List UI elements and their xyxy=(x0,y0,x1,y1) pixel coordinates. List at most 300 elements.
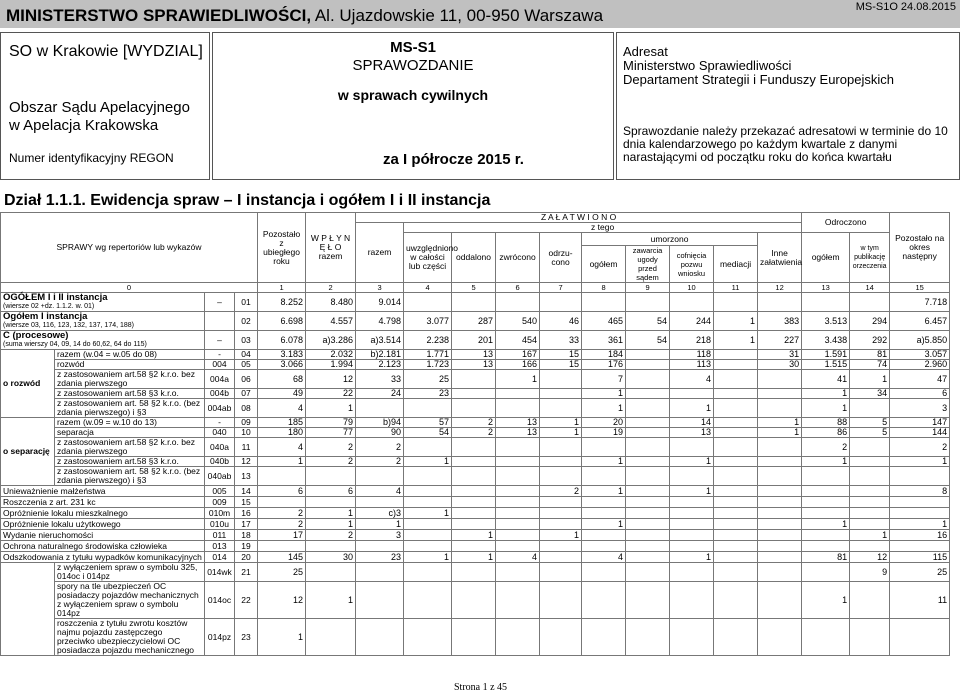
group-separacje: o separację xyxy=(1,418,55,486)
cell: 1 xyxy=(540,418,582,428)
cell xyxy=(850,619,890,656)
cell: 1 xyxy=(802,582,850,619)
cell xyxy=(850,497,890,508)
table-row xyxy=(1,457,950,467)
cell xyxy=(850,541,890,552)
row-label: Opróżnienie lokalu użytkowego xyxy=(1,519,205,530)
cell: 31 xyxy=(758,350,802,360)
row-label: z wyłączeniem spraw o symbolu 325, 014oc i 014pz xyxy=(55,563,205,582)
cell xyxy=(802,508,850,519)
row-label: razem (w.04 = w.05 do 08) xyxy=(55,350,205,360)
cell: 57 xyxy=(404,418,452,428)
row-label: z zastosowaniem art.58 §2 k.r.o. bez zdania pierwszego xyxy=(55,370,205,389)
cell xyxy=(850,519,890,530)
cell xyxy=(714,530,758,541)
cell xyxy=(582,619,626,656)
cell: 30 xyxy=(758,360,802,370)
cell: 79 xyxy=(306,418,356,428)
cell xyxy=(758,508,802,519)
cell xyxy=(258,541,306,552)
cell: 2 xyxy=(306,457,356,467)
cell xyxy=(540,619,582,656)
cell: 1 xyxy=(306,519,356,530)
cell xyxy=(670,619,714,656)
cell: 540 xyxy=(496,312,540,331)
cell: 1 xyxy=(758,418,802,428)
table-row xyxy=(1,541,950,552)
row-label: z zastosowaniem art. 58 §2 k.r.o. (bez zdania pierwszego) i §3 xyxy=(55,399,205,418)
col-zalatwiono: Z A Ł A T W I O N O xyxy=(356,213,802,223)
table-row xyxy=(1,582,950,619)
table-row xyxy=(1,497,950,508)
cell xyxy=(540,389,582,399)
cell xyxy=(582,582,626,619)
cell xyxy=(670,563,714,582)
cell: 2 xyxy=(258,519,306,530)
cell: 25 xyxy=(258,563,306,582)
cell xyxy=(714,418,758,428)
cell xyxy=(452,541,496,552)
cell: 292 xyxy=(850,331,890,350)
cell xyxy=(670,438,714,457)
col-index-11: 11 xyxy=(714,283,758,293)
cell: 201 xyxy=(452,331,496,350)
cell xyxy=(404,438,452,457)
table-row xyxy=(1,331,950,350)
cell: 7 xyxy=(582,370,626,389)
col-index-7: 7 xyxy=(540,283,582,293)
cell xyxy=(582,438,626,457)
cell: 2.960 xyxy=(890,360,950,370)
cell: 4 xyxy=(258,399,306,418)
col-pozostalo-next: Pozostało na okres następny xyxy=(890,213,950,283)
cell: 25 xyxy=(404,370,452,389)
cell xyxy=(306,497,356,508)
cell xyxy=(626,399,670,418)
cell: 1 xyxy=(258,457,306,467)
row-number: 04 xyxy=(235,350,258,360)
cell xyxy=(758,370,802,389)
cell: 12 xyxy=(306,370,356,389)
cell: 49 xyxy=(258,389,306,399)
cell xyxy=(890,619,950,656)
col-odr-ogolem: ogółem xyxy=(802,233,850,283)
col-umorzono-ogolem: ogółem xyxy=(582,246,626,283)
cell: 1.994 xyxy=(306,360,356,370)
cell: 8.252 xyxy=(258,293,306,312)
cell: 145 xyxy=(258,552,306,563)
row-code: 014pz xyxy=(205,619,235,656)
cell xyxy=(626,467,670,486)
row-label: OGÓŁEM I i II instancja (wiersze 02 +dz. 1.1.2. w. 01) xyxy=(1,293,205,312)
cell xyxy=(714,467,758,486)
row-code: 013 xyxy=(205,541,235,552)
report-subject: w sprawach cywilnych xyxy=(337,87,489,103)
report-period: za I półrocze 2015 r. xyxy=(383,151,524,168)
row-number: 01 xyxy=(235,293,258,312)
table-row xyxy=(1,428,950,438)
regon-label: Numer identyfikacyjny REGON xyxy=(9,151,174,165)
col-index-13: 13 xyxy=(802,283,850,293)
cell: 1 xyxy=(802,519,850,530)
row-number: 02 xyxy=(235,312,258,331)
cell xyxy=(714,486,758,497)
row-label: z zastosowaniem art. 58 §2 k.r.o. (bez zdania pierwszego) i §3 xyxy=(55,467,205,486)
cell: 167 xyxy=(496,350,540,360)
row-code: 040 xyxy=(205,428,235,438)
cell: 1 xyxy=(850,530,890,541)
cell: 8.480 xyxy=(306,293,356,312)
cell: 2 xyxy=(890,438,950,457)
row-label: roszczenia z tytułu zwrotu kosztów najmu pojazdu zastępczego przeciwko ubezpieczycielowi OC posiadacza pojazdu mechanicznego xyxy=(55,619,205,656)
cell: 11 xyxy=(890,582,950,619)
table-row xyxy=(1,563,950,582)
cell xyxy=(496,438,540,457)
cell: 294 xyxy=(850,312,890,331)
cell xyxy=(626,619,670,656)
cell xyxy=(714,563,758,582)
cell xyxy=(452,582,496,619)
col-index-5: 5 xyxy=(452,283,496,293)
cell: 34 xyxy=(850,389,890,399)
cell: 8 xyxy=(890,486,950,497)
cell xyxy=(496,486,540,497)
cell: 3.077 xyxy=(404,312,452,331)
cell xyxy=(802,541,850,552)
addressee: Adresat Ministerstwo Sprawiedliwości Departament Strategii i Funduszy Europejskich xyxy=(623,44,894,87)
cell: 23 xyxy=(404,389,452,399)
cell: 2.238 xyxy=(404,331,452,350)
cell xyxy=(496,508,540,519)
cell xyxy=(582,541,626,552)
cell xyxy=(496,389,540,399)
register-table xyxy=(0,212,950,656)
cell xyxy=(714,497,758,508)
cell xyxy=(404,619,452,656)
cell: 6 xyxy=(258,486,306,497)
cell: 5 xyxy=(850,428,890,438)
row-number: 07 xyxy=(235,389,258,399)
cell: 1 xyxy=(670,486,714,497)
cell xyxy=(802,530,850,541)
cell: 465 xyxy=(582,312,626,331)
cell xyxy=(540,399,582,418)
cell xyxy=(496,293,540,312)
cell xyxy=(496,519,540,530)
cell xyxy=(714,508,758,519)
cell xyxy=(404,519,452,530)
cell: 2 xyxy=(306,438,356,457)
court-box xyxy=(0,32,210,180)
row-code: 014oc xyxy=(205,582,235,619)
cell xyxy=(758,519,802,530)
cell xyxy=(714,519,758,530)
cell xyxy=(452,438,496,457)
table-row xyxy=(1,508,950,519)
cell xyxy=(850,467,890,486)
cell: 68 xyxy=(258,370,306,389)
cell xyxy=(356,619,404,656)
cell: 1 xyxy=(258,619,306,656)
row-code: 004a xyxy=(205,370,235,389)
cell xyxy=(714,360,758,370)
cell xyxy=(850,399,890,418)
row-number: 10 xyxy=(235,428,258,438)
row-number: 16 xyxy=(235,508,258,519)
cell: 1 xyxy=(404,457,452,467)
cell xyxy=(714,552,758,563)
cell xyxy=(626,530,670,541)
col-pozostalo: Pozostało z ubiegłego roku xyxy=(258,213,306,283)
court-name: SO w Krakowie [WYDZIAL] xyxy=(9,43,203,60)
cell xyxy=(714,350,758,360)
cell: 2 xyxy=(540,486,582,497)
row-label: Unieważnienie małżeństwa xyxy=(1,486,205,497)
cell: 2.032 xyxy=(306,350,356,360)
col-index-10: 10 xyxy=(670,283,714,293)
cell xyxy=(452,457,496,467)
cell xyxy=(626,508,670,519)
row-label: razem (w.09 = w.10 do 13) xyxy=(55,418,205,428)
cell: 1 xyxy=(356,519,404,530)
cell xyxy=(452,293,496,312)
table-row xyxy=(1,530,950,541)
row-code: 004ab xyxy=(205,399,235,418)
col-zwrocono: zwrócono xyxy=(496,233,540,283)
table-row xyxy=(1,370,950,389)
cell xyxy=(626,370,670,389)
cell xyxy=(758,552,802,563)
cell xyxy=(714,293,758,312)
cell: 118 xyxy=(670,350,714,360)
cell xyxy=(452,497,496,508)
cell: 17 xyxy=(258,530,306,541)
cell xyxy=(714,619,758,656)
report-box xyxy=(212,32,614,180)
cell: 115 xyxy=(890,552,950,563)
cell xyxy=(626,497,670,508)
cell: 1 xyxy=(890,519,950,530)
row-dash: – xyxy=(205,293,235,312)
cell: 54 xyxy=(404,428,452,438)
cell xyxy=(356,582,404,619)
top-bar xyxy=(0,0,960,28)
cell: 19 xyxy=(582,428,626,438)
form-code: MS-S1 xyxy=(390,39,436,56)
cell xyxy=(758,467,802,486)
cell xyxy=(258,467,306,486)
cell xyxy=(582,563,626,582)
cell: 1 xyxy=(670,552,714,563)
cell: 33 xyxy=(356,370,404,389)
table-row xyxy=(1,418,950,428)
cell xyxy=(540,497,582,508)
cell xyxy=(626,519,670,530)
row-number: 11 xyxy=(235,438,258,457)
row-label: separacja xyxy=(55,428,205,438)
cell xyxy=(670,467,714,486)
cell: 3 xyxy=(890,399,950,418)
cell: 6.698 xyxy=(258,312,306,331)
cell: 90 xyxy=(356,428,404,438)
cell xyxy=(758,293,802,312)
col-wplynelo: W P Ł Y N Ę Ł O razem xyxy=(306,213,356,283)
cell xyxy=(890,508,950,519)
cell: 24 xyxy=(356,389,404,399)
cell xyxy=(452,619,496,656)
col-index-4: 4 xyxy=(404,283,452,293)
cell: 9.014 xyxy=(356,293,404,312)
cell xyxy=(758,486,802,497)
cell: 1.771 xyxy=(404,350,452,360)
table-row xyxy=(1,438,950,457)
cell xyxy=(626,389,670,399)
cell xyxy=(540,508,582,519)
row-dash: – xyxy=(205,331,235,350)
row-label: C (procesowe) (suma wierszy 04, 09, 14 do 60,62, 64 do 115) xyxy=(1,331,205,350)
cell: 1.723 xyxy=(404,360,452,370)
table-row xyxy=(1,552,950,563)
col-umorzono: umorzono xyxy=(582,233,758,246)
cell: 23 xyxy=(356,552,404,563)
cell xyxy=(582,467,626,486)
cell xyxy=(670,541,714,552)
row-label: Ochrona naturalnego środowiska człowieka xyxy=(1,541,205,552)
cell: 113 xyxy=(670,360,714,370)
cell xyxy=(356,541,404,552)
cell: 4 xyxy=(496,552,540,563)
col-zawarcia: zawarcia ugody przed sądem xyxy=(626,246,670,283)
cell: 15 xyxy=(540,360,582,370)
cell xyxy=(850,486,890,497)
row-code: - xyxy=(205,418,235,428)
cell: 1 xyxy=(540,530,582,541)
table-row xyxy=(1,399,950,418)
row-number: 17 xyxy=(235,519,258,530)
row-number: 13 xyxy=(235,467,258,486)
cell xyxy=(582,530,626,541)
cell xyxy=(404,541,452,552)
cell xyxy=(890,541,950,552)
cell xyxy=(626,582,670,619)
cell: 2 xyxy=(452,428,496,438)
col-index-2: 2 xyxy=(306,283,356,293)
cell: 33 xyxy=(540,331,582,350)
cell xyxy=(758,582,802,619)
table-row xyxy=(1,619,950,656)
row-label: Wydanie nieruchomości xyxy=(1,530,205,541)
cell xyxy=(404,563,452,582)
row-number: 23 xyxy=(235,619,258,656)
cell: 144 xyxy=(890,428,950,438)
cell xyxy=(758,457,802,467)
col-uwzgl: uwzględniono w całości lub części xyxy=(404,233,452,283)
cell xyxy=(626,428,670,438)
cell xyxy=(626,360,670,370)
row-number: 19 xyxy=(235,541,258,552)
cell xyxy=(802,467,850,486)
cell xyxy=(452,508,496,519)
cell xyxy=(404,497,452,508)
row-number: 22 xyxy=(235,582,258,619)
cell: 13 xyxy=(452,350,496,360)
cell: 6.457 xyxy=(890,312,950,331)
cell: 81 xyxy=(802,552,850,563)
cell: b)2.181 xyxy=(356,350,404,360)
cell: 1 xyxy=(714,331,758,350)
table-row xyxy=(1,467,950,486)
cell: b)94 xyxy=(356,418,404,428)
cell: 12 xyxy=(850,552,890,563)
cell: 4.798 xyxy=(356,312,404,331)
cell xyxy=(714,389,758,399)
row-number: 06 xyxy=(235,370,258,389)
cell xyxy=(890,497,950,508)
cell xyxy=(714,457,758,467)
cell: 1 xyxy=(452,552,496,563)
cell xyxy=(452,486,496,497)
row-code: 014wk xyxy=(205,563,235,582)
cell: 218 xyxy=(670,331,714,350)
cell: 47 xyxy=(890,370,950,389)
cell: 1 xyxy=(404,508,452,519)
cell: 383 xyxy=(758,312,802,331)
cell xyxy=(802,497,850,508)
cell xyxy=(670,530,714,541)
cell: 30 xyxy=(306,552,356,563)
cell xyxy=(626,541,670,552)
cell xyxy=(714,438,758,457)
cell: 2 xyxy=(452,418,496,428)
table-row xyxy=(1,519,950,530)
row-code: 004 xyxy=(205,360,235,370)
col-z-tego: z tego xyxy=(404,223,802,233)
cell: 1 xyxy=(758,428,802,438)
col-publikacje: w tym publikację orzeczenia xyxy=(850,233,890,283)
cell xyxy=(404,467,452,486)
col-mediacji: mediacji xyxy=(714,246,758,283)
cell: 1 xyxy=(802,457,850,467)
cell: a)5.850 xyxy=(890,331,950,350)
cell xyxy=(496,497,540,508)
cell xyxy=(452,467,496,486)
cell: 13 xyxy=(670,428,714,438)
col-index-15: 15 xyxy=(890,283,950,293)
cell xyxy=(626,486,670,497)
cell xyxy=(714,541,758,552)
cell: 1 xyxy=(582,457,626,467)
cell xyxy=(670,389,714,399)
col-odroczono: Odroczono xyxy=(802,213,890,233)
cell: 1 xyxy=(670,399,714,418)
col-oddalono: oddalono xyxy=(452,233,496,283)
cell xyxy=(540,438,582,457)
col-index-14: 14 xyxy=(850,283,890,293)
cell xyxy=(582,508,626,519)
cell: 77 xyxy=(306,428,356,438)
cell: 6 xyxy=(306,486,356,497)
table-row xyxy=(1,293,950,312)
cell xyxy=(626,438,670,457)
cell: 1 xyxy=(582,486,626,497)
cell: 287 xyxy=(452,312,496,331)
row-number: 08 xyxy=(235,399,258,418)
cell: 1 xyxy=(582,399,626,418)
cell: 5 xyxy=(850,418,890,428)
cell xyxy=(850,508,890,519)
cell xyxy=(714,582,758,619)
cell: 74 xyxy=(850,360,890,370)
